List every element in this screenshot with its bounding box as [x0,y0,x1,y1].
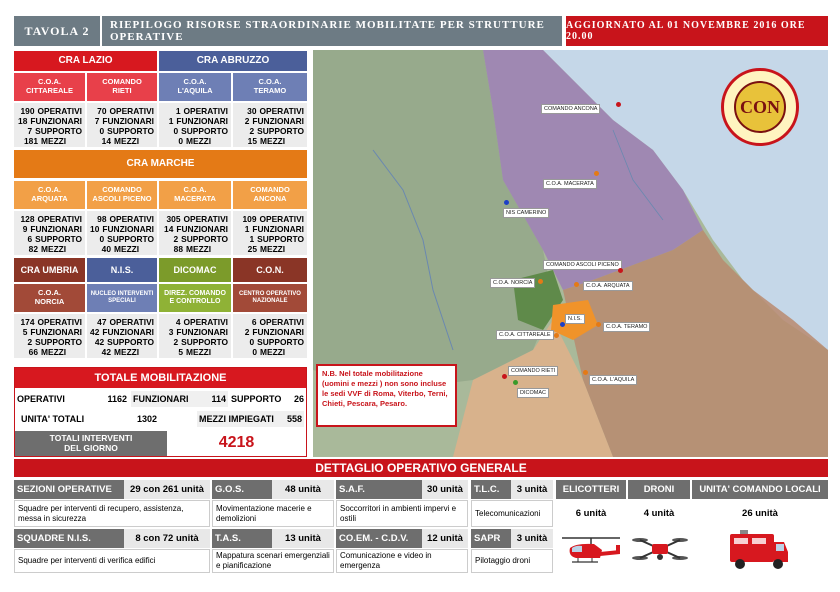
dettaglio-title: DETTAGLIO OPERATIVO GENERALE [14,459,828,477]
map-label-nis-camerino: NIS CAMERINO [503,208,549,218]
totale-title: TOTALE MOBILITAZIONE [15,368,306,388]
coa-macerata-header: C.O.A. MACERATA [159,181,231,209]
map-marker [616,102,621,107]
squadre-nis-desc: Squadre per interventi di verifica edifici [14,549,210,573]
map-marker [560,322,565,327]
map-label-comando-ascoli: COMANDO ASCOLI PICENO [543,260,622,270]
comando-ascoli-stats: 98 OPERATIVI 10 FUNZIONARI 0 SUPPORTO 40 MEZZI [87,211,157,255]
command-truck-icon [722,528,792,574]
gos-desc: Movimentazione macerie e demolizioni [212,500,334,527]
nis-stats: 47 OPERATIVI 42 FUNZIONARI 42 SUPPORTO 42 MEZZI [87,314,157,358]
sapr-desc: Pilotaggio droni [471,549,553,573]
coa-arquata-stats: 128 OPERATIVI 9 FUNZIONARI 6 SUPPORTO 82 MEZZI [14,211,85,255]
map-note: N.B. Nel totale mobilitazione (uomini e mezzi ) non sono incluse le sedi VVF di Roma, Viterbo, Terni, Chieti, Pescara, Pesaro. [316,364,457,427]
con-logo-text: CON [734,81,786,133]
elicotteri-value: 6 unità [556,500,626,527]
totale-operativi: OPERATIVI 1162 [17,394,127,404]
coa-norcia-header: C.O.A. NORCIA [14,284,85,312]
sapr-label: SAPR [471,529,511,548]
map-marker [554,333,559,338]
nis-title: N.I.S. [87,258,157,282]
elicotteri-label: ELICOTTERI [556,480,626,499]
ucl-value: 26 unità [692,500,828,527]
saf-value: 30 unità [422,480,468,499]
coem-cdv-value: 12 unità [422,529,468,548]
sezioni-operative-value: 29 con 261 unità [124,480,210,499]
cra-umbria-title: CRA UMBRIA [14,258,85,282]
map-marker [504,200,509,205]
page-title: RIEPILOGO RISORSE STRAORDINARIE MOBILITATE PER STRUTTURE OPERATIVE [102,16,562,46]
totale-mezzi: MEZZI IMPIEGATI 558 [197,411,304,427]
comando-ancona-stats: 109 OPERATIVI 1 FUNZIONARI 1 SUPPORTO 25 MEZZI [233,211,307,255]
saf-label: S.A.F. [336,480,422,499]
coa-laquila-header: C.O.A. L'AQUILA [159,73,231,101]
dicomac-stats: 4 OPERATIVI 3 FUNZIONARI 2 SUPPORTO 5 MEZZI [159,314,231,358]
map-label-nis: N.I.S. [565,314,585,324]
coa-cittareale-stats: 190 OPERATIVI 18 FUNZIONARI 7 SUPPORTO 181 MEZZI [14,103,85,147]
map-marker [594,171,599,176]
map-label-coa-laquila: C.O.A. L'AQUILA [589,375,637,385]
map-label-coa-arquata: C.O.A. ARQUATA [583,281,633,291]
tlc-value: 3 unità [511,480,553,499]
map-marker [538,279,543,284]
sapr-value: 3 unità [511,529,553,548]
squadre-nis-label: SQUADRE N.I.S. [14,529,124,548]
gos-value: 48 unità [272,480,334,499]
comando-rieti-stats: 70 OPERATIVI 7 FUNZIONARI 0 SUPPORTO 14 MEZZI [87,103,157,147]
coa-teramo-header: C.O.A. TERAMO [233,73,307,101]
map-marker [596,322,601,327]
map-label-coa-cittareale: C.O.A. CITTAREALE [496,330,554,340]
map-label-dicomac: DICOMAC [517,388,549,398]
comando-ascoli-header: COMANDO ASCOLI PICENO [87,181,157,209]
droni-value: 4 unità [628,500,690,527]
map-label-coa-norcia: C.O.A. NORCIA [490,278,535,288]
sezioni-operative-desc: Squadre per interventi di recupero, assistenza, messa in sicurezza [14,500,210,527]
map-label-comando-rieti: COMANDO RIETI [508,366,558,376]
cra-abruzzo-title: CRA ABRUZZO [159,51,307,71]
coa-macerata-stats: 305 OPERATIVI 14 FUNZIONARI 2 SUPPORTO 88 MEZZI [159,211,231,255]
saf-desc: Soccorritori in ambienti impervi e ostili [336,500,468,527]
totale-unita: UNITA' TOTALI 1302 [21,414,157,424]
tavola-label: TAVOLA 2 [14,16,100,46]
dicomac-unit-header: DIREZ. COMANDO E CONTROLLO [159,284,231,312]
map-marker [574,282,579,287]
map-label-comando-ancona: COMANDO ANCONA [541,104,600,114]
ucl-label: UNITA' COMANDO LOCALI [692,480,828,499]
coa-arquata-header: C.O.A. ARQUATA [14,181,85,209]
update-timestamp: AGGIORNATO AL 01 NOVEMBRE 2016 ORE 20.00 [566,16,828,46]
coem-cdv-label: CO.EM. - C.D.V. [336,529,422,548]
comando-ancona-header: COMANDO ANCONA [233,181,307,209]
gos-label: G.O.S. [212,480,272,499]
map-marker [618,268,623,273]
coa-norcia-stats: 174 OPERATIVI 5 FUNZIONARI 2 SUPPORTO 66 MEZZI [14,314,85,358]
squadre-nis-value: 8 con 72 unità [124,529,210,548]
coa-cittareale-header: C.O.A. CITTAREALE [14,73,85,101]
con-unit-header: CENTRO OPERATIVO NAZIONALE [233,284,307,312]
tas-desc: Mappatura scenari emergenziali e pianificazione [212,549,334,573]
map-marker [583,370,588,375]
cra-lazio-title: CRA LAZIO [14,51,157,71]
totale-interventi-label: TOTALI INTERVENTI DEL GIORNO [15,431,167,456]
dicomac-title: DICOMAC [159,258,231,282]
coa-laquila-stats: 1 OPERATIVI 1 FUNZIONARI 0 SUPPORTO 0 MEZZI [159,103,231,147]
con-stats: 6 OPERATIVI 2 FUNZIONARI 0 SUPPORTO 0 MEZZI [233,314,307,358]
sezioni-operative-label: SEZIONI OPERATIVE [14,480,124,499]
tlc-label: T.L.C. [471,480,511,499]
cra-marche-title: CRA MARCHE [14,150,307,178]
totale-funzionari: FUNZIONARI 114 [131,391,228,407]
con-title: C.O.N. [233,258,307,282]
nis-unit-header: NUCLEO INTERVENTI SPECIALI [87,284,157,312]
coem-cdv-desc: Comunicazione e video in emergenza [336,549,468,573]
map-marker [502,374,507,379]
totale-box [14,367,307,457]
map-label-coa-macerata: C.O.A. MACERATA [543,179,597,189]
tlc-desc: Telecomunicazioni [471,500,553,527]
drone-icon [630,530,690,570]
totale-supporto: SUPPORTO 26 [231,394,304,404]
droni-label: DRONI [628,480,690,499]
tas-value: 13 unità [272,529,334,548]
con-logo [721,68,799,146]
coa-teramo-stats: 30 OPERATIVI 2 FUNZIONARI 2 SUPPORTO 15 MEZZI [233,103,307,147]
map-label-coa-teramo: C.O.A. TERAMO [603,322,650,332]
tas-label: T.A.S. [212,529,272,548]
helicopter-icon [556,530,626,574]
map-marker [513,380,518,385]
totale-interventi-value: 4218 [218,434,255,452]
comando-rieti-header: COMANDO RIETI [87,73,157,101]
